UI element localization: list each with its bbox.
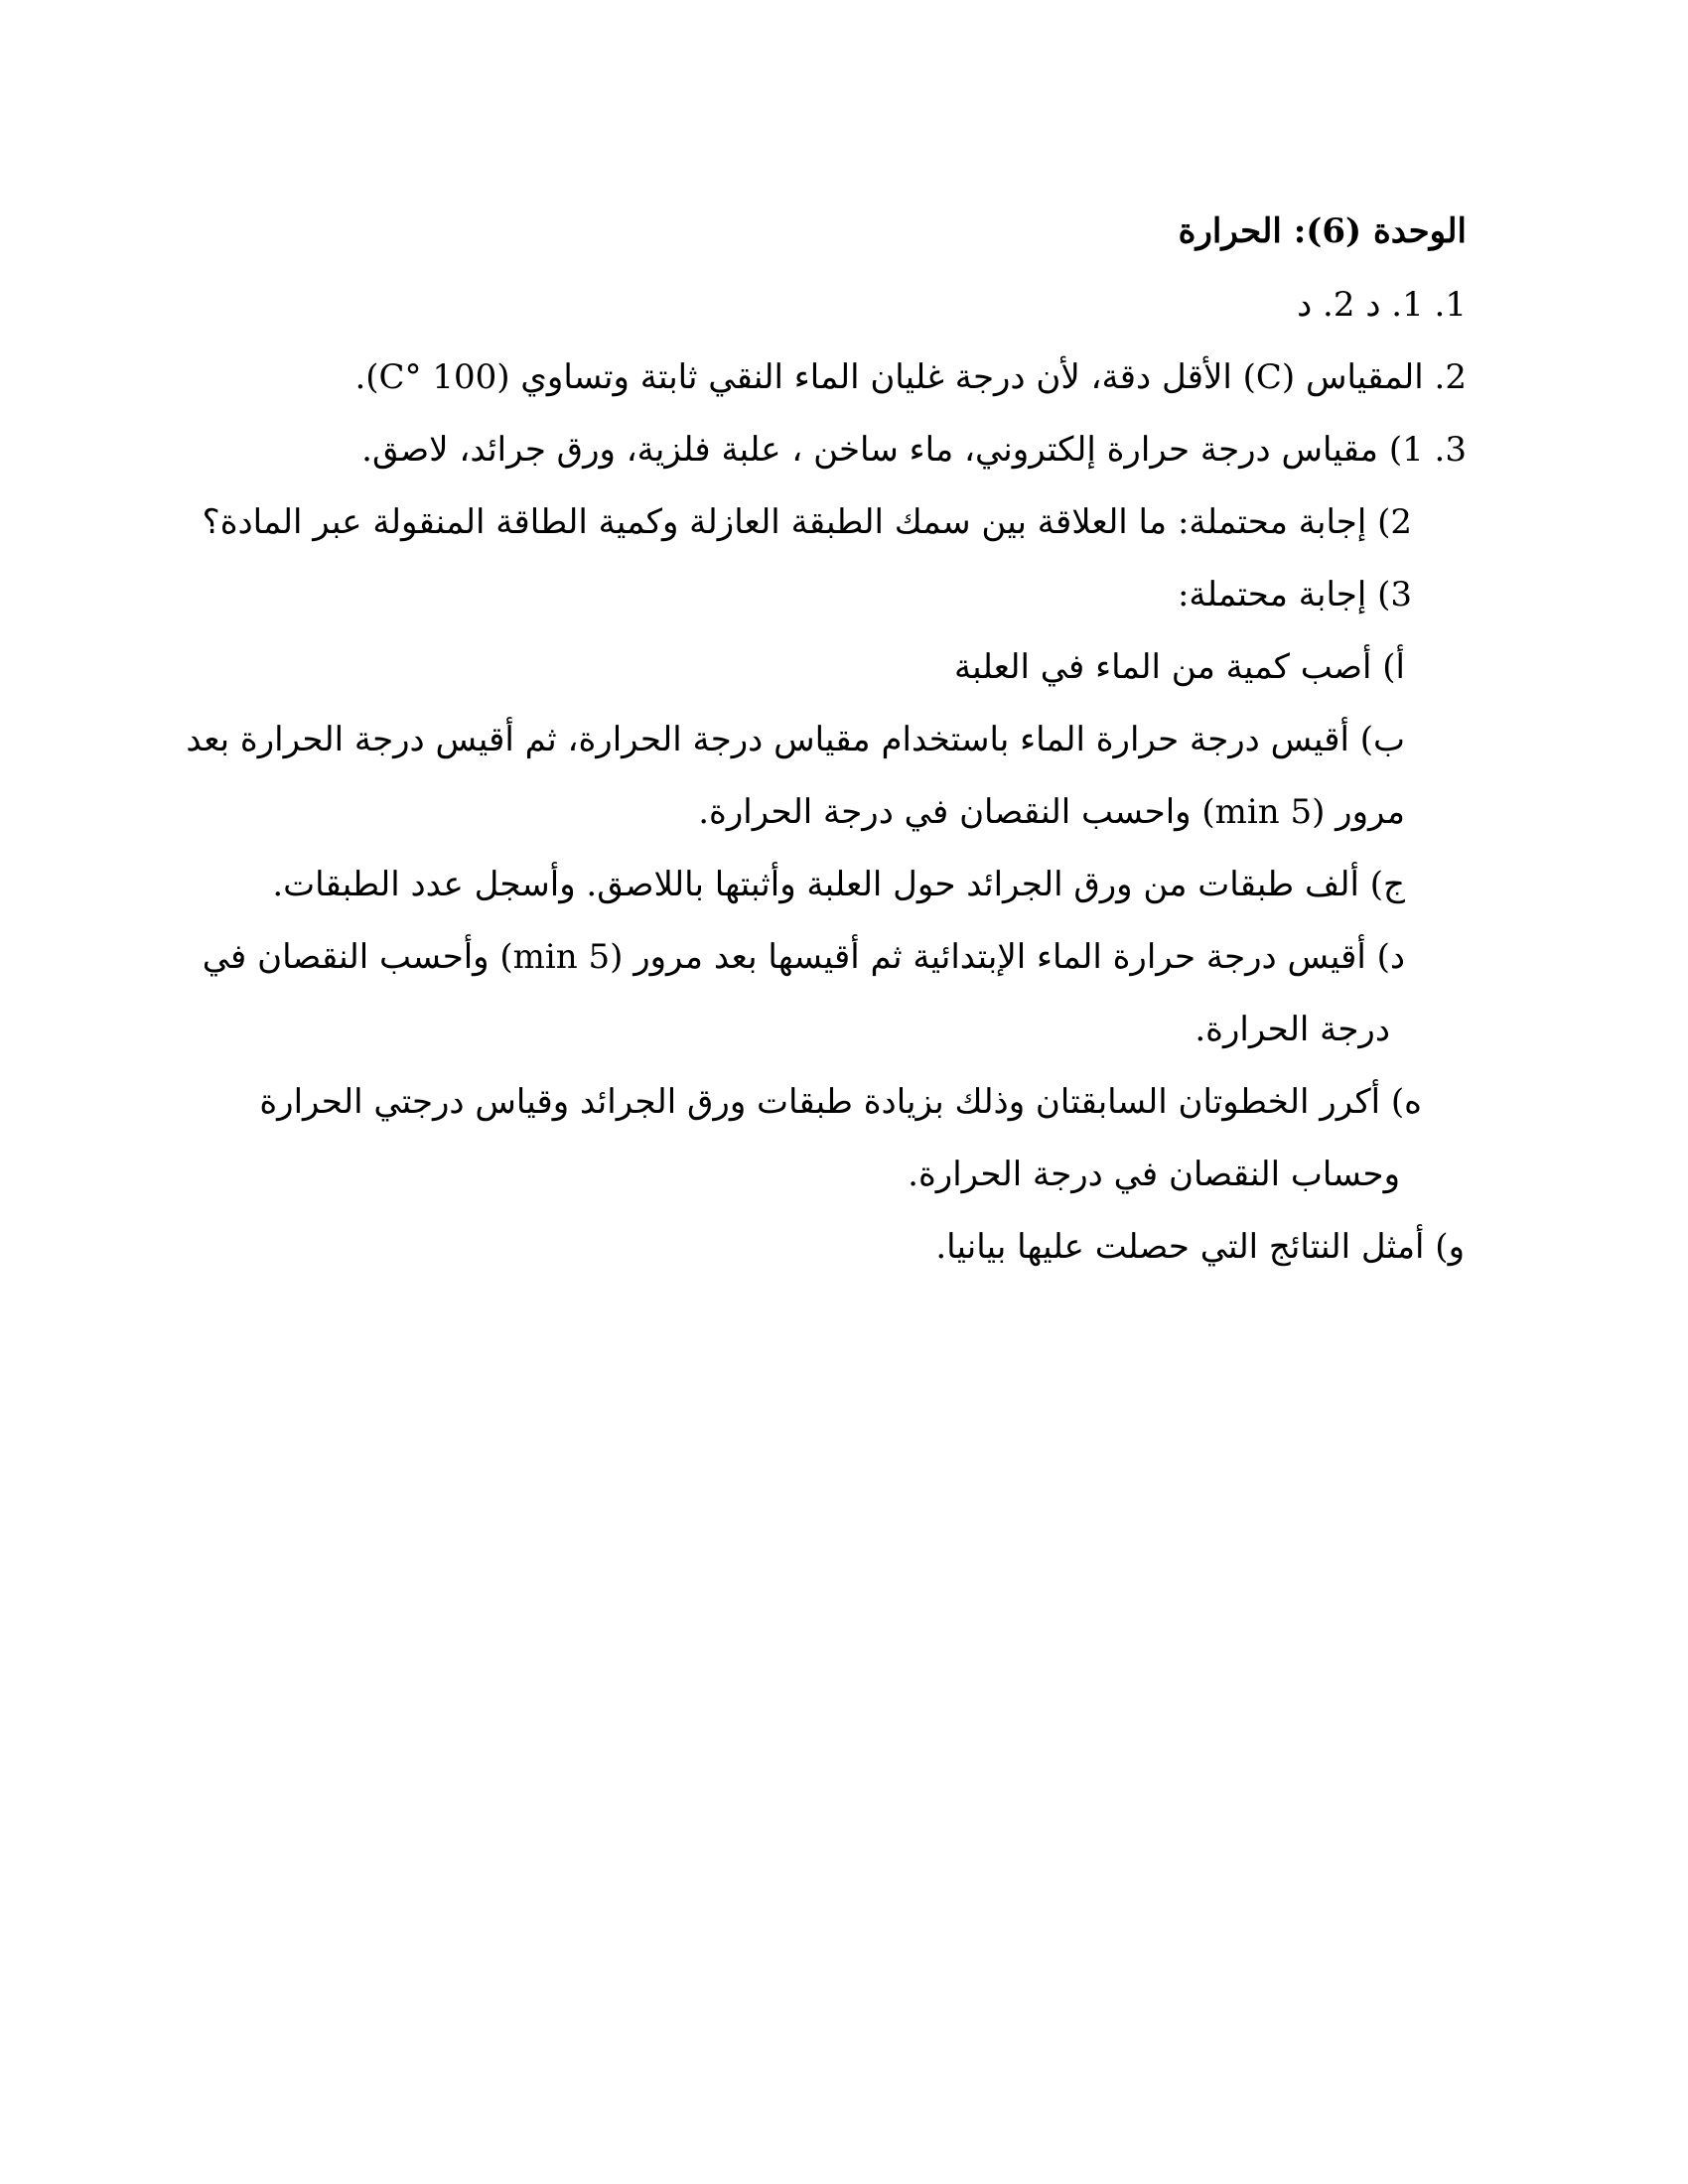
step-a: أ) أصب كمية من الماء في العلبة bbox=[953, 647, 1405, 687]
answer-3-part-1: 3. 1) مقياس درجة حرارة إلكتروني، ماء ساخن ، علبة فلزية، ورق جرائد، لاصق. bbox=[361, 430, 1467, 470]
step-e-line-2: وحساب النقصان في درجة الحرارة. bbox=[908, 1155, 1400, 1194]
step-b-line-1: ب) أقيس درجة حرارة الماء باستخدام مقياس درجة الحرارة، ثم أقيس درجة الحرارة بعد bbox=[186, 720, 1405, 759]
step-d-line-1: د) أقيس درجة حرارة الماء الإبتدائية ثم أقيسها بعد مرور (5 min) وأحسب النقصان في bbox=[202, 937, 1405, 977]
answer-3-part-2: 2) إجابة محتملة: ما العلاقة بين سمك الطبقة العازلة وكمية الطاقة المنقولة عبر المادة؟ bbox=[202, 502, 1412, 542]
answer-2: 2. المقياس (C) الأقل دقة، لأن درجة غليان الماء النقي ثابتة وتساوي (C° 100). bbox=[354, 357, 1467, 397]
answer-1: 1. 1. د 2. د bbox=[1297, 285, 1467, 325]
step-c: ج) ألف طبقات من ورق الجرائد حول العلبة وأثبتها باللاصق. وأسجل عدد الطبقات. bbox=[272, 865, 1405, 904]
answer-3-part-3: 3) إجابة محتملة: bbox=[1177, 575, 1412, 614]
step-f: و) أمثل النتائج التي حصلت عليها بيانيا. bbox=[935, 1227, 1465, 1267]
step-b-line-2: مرور (5 min) واحسب النقصان في درجة الحرارة. bbox=[698, 792, 1405, 832]
step-e-line-1: ه) أكرر الخطوتان السابقتان وذلك بزيادة طبقات ورق الجرائد وقياس درجتي الحرارة bbox=[259, 1082, 1422, 1122]
step-d-line-2: درجة الحرارة. bbox=[1195, 1010, 1390, 1049]
unit-heading: الوحدة (6): الحرارة bbox=[1178, 211, 1467, 251]
